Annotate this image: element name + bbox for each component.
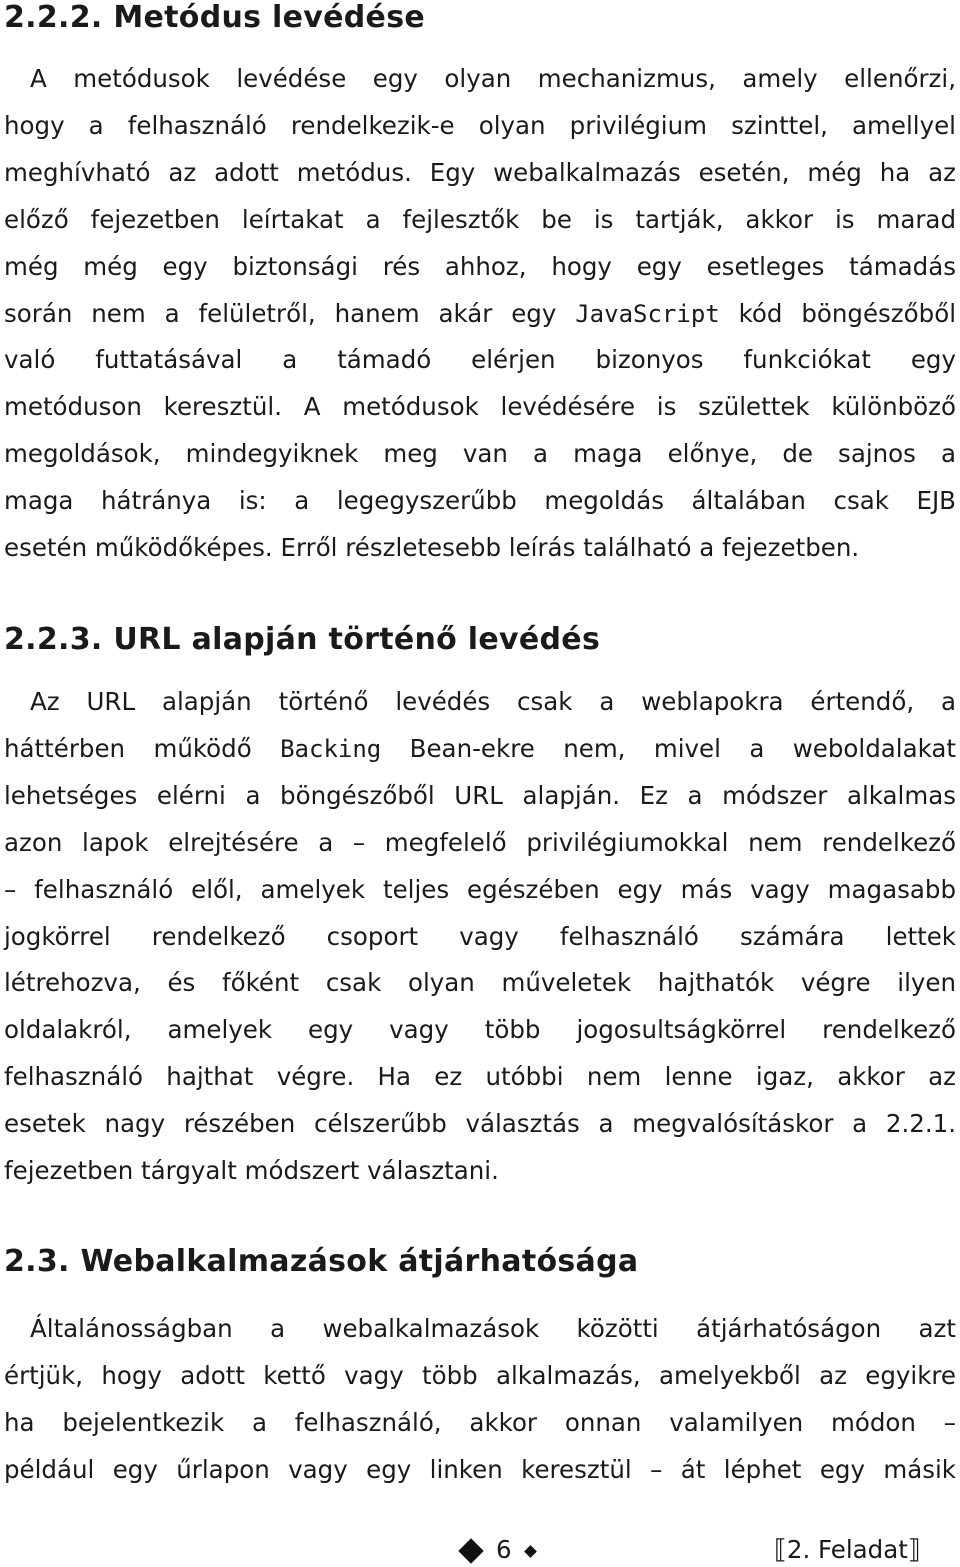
chapter-label: 2. Feladat [786,1535,908,1564]
text-line: létrehozva, és főként csak olyan műveletek hajthatók végre ilyen [4,968,956,998]
text-line: fejezetben tárgyalt módszert választani. [4,1156,499,1186]
paragraph-method-protection [4,56,956,572]
text-line: jogkörrel rendelkező csoport vagy felhasználó számára lettek [4,921,956,951]
text-line: oldalakról, amelyek egy vagy több jogosultságkörrel rendelkező [4,1015,956,1045]
bracket-open: ⟦ [774,1535,787,1565]
text-line: előző fejezetben leírtakat a fejlesztők be is tartják, akkor is marad [4,204,956,234]
text-line: – felhasználó elől, amelyek teljes egészében egy más vagy magasabb [4,874,956,904]
small-diamond-icon [524,1545,537,1558]
text-line-backing [4,726,956,773]
page-number: 6 [496,1535,512,1564]
text-line: A metódusok levédése egy olyan mechanizmus, amely ellenőrzi, [30,64,956,93]
text-line: Általánosságban a webalkalmazások közötti átjárhatóságon azt [30,1314,956,1343]
paragraph-url-protection [4,679,956,1195]
chapter-footer [774,1535,921,1567]
section-heading-2-2-2: 2.2.2. Metódus levédése [4,0,425,35]
text-fragment: Bean-ekre nem, mivel a weboldalakat [381,733,956,763]
text-line: felhasználó hajthat végre. Ha ez utóbbi nem lenne igaz, akkor az [4,1062,956,1092]
code-backing: Backing [280,734,382,763]
text-fragment: során nem a felületről, hanem akár egy [4,298,576,328]
text-line: esetén működőképes. Erről részletesebb leírás található a fejezetben. [4,533,860,563]
text-line: meghívható az adott metódus. Egy webalkalmazás esetén, még ha az [4,157,956,187]
text-line: metóduson keresztül. A metódusok levédésére is születtek különböző [4,392,956,422]
text-line: való futtatásával a támadó elérjen bizonyos funkciókat egy [4,345,956,375]
text-line: maga hátránya is: a legegyszerűbb megoldás általában csak EJB [4,486,956,516]
section-heading-2-3: 2.3. Webalkalmazások átjárhatósága [4,1244,639,1279]
diamond-icon [458,1538,483,1563]
text-line: értjük, hogy adott kettő vagy több alkalmazás, amelyekből az egyikre [4,1360,956,1390]
text-line: azon lapok elrejtésére a – megfelelő privilégiumokkal nem rendelkező [4,827,956,857]
text-line: még még egy biztonsági rés ahhoz, hogy egy esetleges támadás [4,251,956,281]
text-fragment: háttérben működő [4,733,281,763]
text-line-javascript [4,291,956,338]
text-line: Az URL alapján történő levédés csak a weblapokra értendő, a [30,687,956,716]
paragraph-interoperability [4,1306,956,1494]
text-line: ha bejelentkezik a felhasználó, akkor onnan valamilyen módon – [4,1407,956,1437]
page-number-footer [462,1535,535,1567]
text-line: például egy űrlapon vagy egy linken keresztül – át léphet egy másik [4,1454,956,1484]
code-javascript: JavaScript [575,299,720,328]
text-fragment: kód böngészőből [719,298,957,328]
text-line: hogy a felhasználó rendelkezik-e olyan privilégium szinttel, amellyel [4,110,956,140]
text-line: esetek nagy részében célszerűbb választás a megvalósításkor a 2.2.1. [4,1109,956,1139]
section-heading-2-2-3: 2.2.3. URL alapján történő levédés [4,622,601,657]
text-line: megoldások, mindegyiknek meg van a maga előnye, de sajnos a [4,439,956,469]
text-line: lehetséges elérni a böngészőből URL alapján. Ez a módszer alkalmas [4,780,956,810]
bracket-close: ⟧ [907,1535,921,1565]
